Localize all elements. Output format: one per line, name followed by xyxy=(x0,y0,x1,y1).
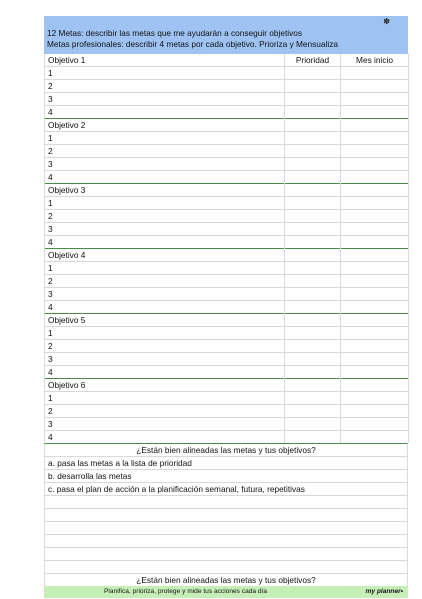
start-month-cell[interactable] xyxy=(341,353,409,366)
goal-cell[interactable]: 4 xyxy=(45,366,285,379)
priority-cell[interactable] xyxy=(285,145,341,158)
brand-logo: my planner• xyxy=(365,588,403,595)
start-month-cell[interactable] xyxy=(341,184,409,197)
goal-cell[interactable]: 2 xyxy=(45,275,285,288)
goal-cell[interactable]: 1 xyxy=(45,262,285,275)
start-month-cell[interactable] xyxy=(341,288,409,301)
gear-icon[interactable]: ✽ xyxy=(383,17,390,26)
priority-cell[interactable] xyxy=(285,418,341,431)
start-month-column-header[interactable]: Mes inicio xyxy=(341,54,409,67)
objective-header-row xyxy=(45,184,409,197)
start-month-cell[interactable] xyxy=(341,106,409,119)
start-month-cell[interactable] xyxy=(341,301,409,314)
goal-cell[interactable]: 1 xyxy=(45,392,285,405)
blank-row[interactable] xyxy=(44,534,408,547)
goal-cell[interactable]: 3 xyxy=(45,93,285,106)
goals-table xyxy=(44,54,409,443)
action-step[interactable]: c. pasa el plan de acción a la planificación semanal, futura, repetitivas xyxy=(44,482,408,495)
goal-row xyxy=(45,405,409,418)
start-month-cell[interactable] xyxy=(341,158,409,171)
start-month-cell[interactable] xyxy=(341,405,409,418)
priority-cell[interactable] xyxy=(285,379,341,392)
priority-cell[interactable] xyxy=(285,353,341,366)
start-month-cell[interactable] xyxy=(341,431,409,444)
goal-row xyxy=(45,158,409,171)
priority-cell[interactable] xyxy=(285,119,341,132)
goal-cell[interactable]: 3 xyxy=(45,158,285,171)
start-month-cell[interactable] xyxy=(341,119,409,132)
goal-row xyxy=(45,288,409,301)
goal-row xyxy=(45,93,409,106)
goal-row xyxy=(45,327,409,340)
priority-cell[interactable] xyxy=(285,184,341,197)
priority-cell[interactable] xyxy=(285,405,341,418)
priority-cell[interactable] xyxy=(285,223,341,236)
goal-row xyxy=(45,392,409,405)
goal-cell[interactable]: 4 xyxy=(45,106,285,119)
priority-cell[interactable] xyxy=(285,288,341,301)
planner-sheet xyxy=(44,16,408,598)
objective-label[interactable]: Objetivo 4 xyxy=(45,249,285,262)
start-month-cell[interactable] xyxy=(341,392,409,405)
start-month-cell[interactable] xyxy=(341,236,409,249)
goal-row xyxy=(45,262,409,275)
sheet-subtitle: Metas profesionales: describir 4 metas por cada objetivo. Prioriza y Mensualiza xyxy=(47,39,338,49)
blank-row[interactable] xyxy=(44,508,408,521)
start-month-cell[interactable] xyxy=(341,379,409,392)
start-month-cell[interactable] xyxy=(341,262,409,275)
objective-label[interactable]: Objetivo 1 xyxy=(45,54,285,67)
action-step[interactable]: a. pasa las metas a la lista de prioridad xyxy=(44,456,408,469)
blank-row[interactable] xyxy=(44,495,408,508)
goal-row xyxy=(45,106,409,119)
goal-cell[interactable]: 3 xyxy=(45,418,285,431)
start-month-cell[interactable] xyxy=(341,132,409,145)
goal-row xyxy=(45,418,409,431)
start-month-cell[interactable] xyxy=(341,197,409,210)
goal-row xyxy=(45,171,409,184)
goal-row xyxy=(45,223,409,236)
start-month-cell[interactable] xyxy=(341,223,409,236)
priority-cell[interactable] xyxy=(285,93,341,106)
priority-cell[interactable] xyxy=(285,210,341,223)
goal-row xyxy=(45,132,409,145)
start-month-cell[interactable] xyxy=(341,366,409,379)
start-month-cell[interactable] xyxy=(341,327,409,340)
start-month-cell[interactable] xyxy=(341,80,409,93)
objective-header-row xyxy=(45,54,409,67)
action-step[interactable]: b. desarrolla las metas xyxy=(44,469,408,482)
goal-row xyxy=(45,145,409,158)
priority-cell[interactable] xyxy=(285,80,341,93)
goal-cell[interactable]: 3 xyxy=(45,223,285,236)
priority-cell[interactable] xyxy=(285,132,341,145)
priority-cell[interactable] xyxy=(285,197,341,210)
priority-cell[interactable] xyxy=(285,392,341,405)
objective-header-row xyxy=(45,379,409,392)
goal-cell[interactable]: 4 xyxy=(45,431,285,444)
start-month-cell[interactable] xyxy=(341,210,409,223)
objective-label[interactable]: Objetivo 3 xyxy=(45,184,285,197)
goal-row xyxy=(45,366,409,379)
goal-cell[interactable]: 1 xyxy=(45,67,285,80)
goal-cell[interactable]: 3 xyxy=(45,353,285,366)
priority-cell[interactable] xyxy=(285,431,341,444)
priority-cell[interactable] xyxy=(285,171,341,184)
sheet-header xyxy=(44,16,408,54)
priority-cell[interactable] xyxy=(285,275,341,288)
goal-row xyxy=(45,236,409,249)
goal-row xyxy=(45,353,409,366)
footer-tagline: Planifica, prioriza, protege y mide tus acciones cada día xyxy=(104,588,268,595)
blank-row[interactable] xyxy=(44,560,408,573)
objective-header-row xyxy=(45,119,409,132)
priority-cell[interactable] xyxy=(285,301,341,314)
start-month-cell[interactable] xyxy=(341,340,409,353)
objective-header-row xyxy=(45,314,409,327)
goal-cell[interactable]: 4 xyxy=(45,236,285,249)
goal-cell[interactable]: 2 xyxy=(45,145,285,158)
goal-cell[interactable]: 2 xyxy=(45,405,285,418)
objective-header-row xyxy=(45,249,409,262)
goal-cell[interactable]: 2 xyxy=(45,80,285,93)
priority-cell[interactable] xyxy=(285,236,341,249)
goal-row xyxy=(45,210,409,223)
priority-cell[interactable] xyxy=(285,340,341,353)
blank-row[interactable] xyxy=(44,547,408,560)
priority-column-header[interactable]: Prioridad xyxy=(285,54,341,67)
goal-cell[interactable]: 1 xyxy=(45,132,285,145)
priority-cell[interactable] xyxy=(285,366,341,379)
start-month-cell[interactable] xyxy=(341,171,409,184)
footer-bar xyxy=(44,586,408,598)
goal-row xyxy=(45,431,409,444)
priority-cell[interactable] xyxy=(285,262,341,275)
goal-row xyxy=(45,301,409,314)
goal-cell[interactable]: 2 xyxy=(45,210,285,223)
goal-row xyxy=(45,340,409,353)
start-month-cell[interactable] xyxy=(341,93,409,106)
goal-cell[interactable]: 2 xyxy=(45,340,285,353)
start-month-cell[interactable] xyxy=(341,314,409,327)
alignment-question: ¿Están bien alineadas las metas y tus objetivos? xyxy=(44,443,408,456)
goal-row xyxy=(45,67,409,80)
start-month-cell[interactable] xyxy=(341,67,409,80)
priority-cell[interactable] xyxy=(285,314,341,327)
goal-cell[interactable]: 1 xyxy=(45,327,285,340)
priority-cell[interactable] xyxy=(285,67,341,80)
goal-cell[interactable]: 1 xyxy=(45,197,285,210)
priority-cell[interactable] xyxy=(285,249,341,262)
goal-cell[interactable]: 4 xyxy=(45,301,285,314)
objective-label[interactable]: Objetivo 2 xyxy=(45,119,285,132)
start-month-cell[interactable] xyxy=(341,145,409,158)
objective-label[interactable]: Objetivo 5 xyxy=(45,314,285,327)
goal-row xyxy=(45,197,409,210)
priority-cell[interactable] xyxy=(285,158,341,171)
priority-cell[interactable] xyxy=(285,106,341,119)
goal-row xyxy=(45,80,409,93)
start-month-cell[interactable] xyxy=(341,275,409,288)
goal-cell[interactable]: 3 xyxy=(45,288,285,301)
objective-label[interactable]: Objetivo 6 xyxy=(45,379,285,392)
start-month-cell[interactable] xyxy=(341,249,409,262)
blank-row[interactable] xyxy=(44,521,408,534)
goal-cell[interactable]: 4 xyxy=(45,171,285,184)
alignment-question-repeat: ¿Están bien alineadas las metas y tus objetivos? xyxy=(44,573,408,586)
priority-cell[interactable] xyxy=(285,327,341,340)
sheet-title: 12 Metas: describir las metas que me ayudarán a conseguir objetivos xyxy=(47,28,303,38)
goal-row xyxy=(45,275,409,288)
start-month-cell[interactable] xyxy=(341,418,409,431)
